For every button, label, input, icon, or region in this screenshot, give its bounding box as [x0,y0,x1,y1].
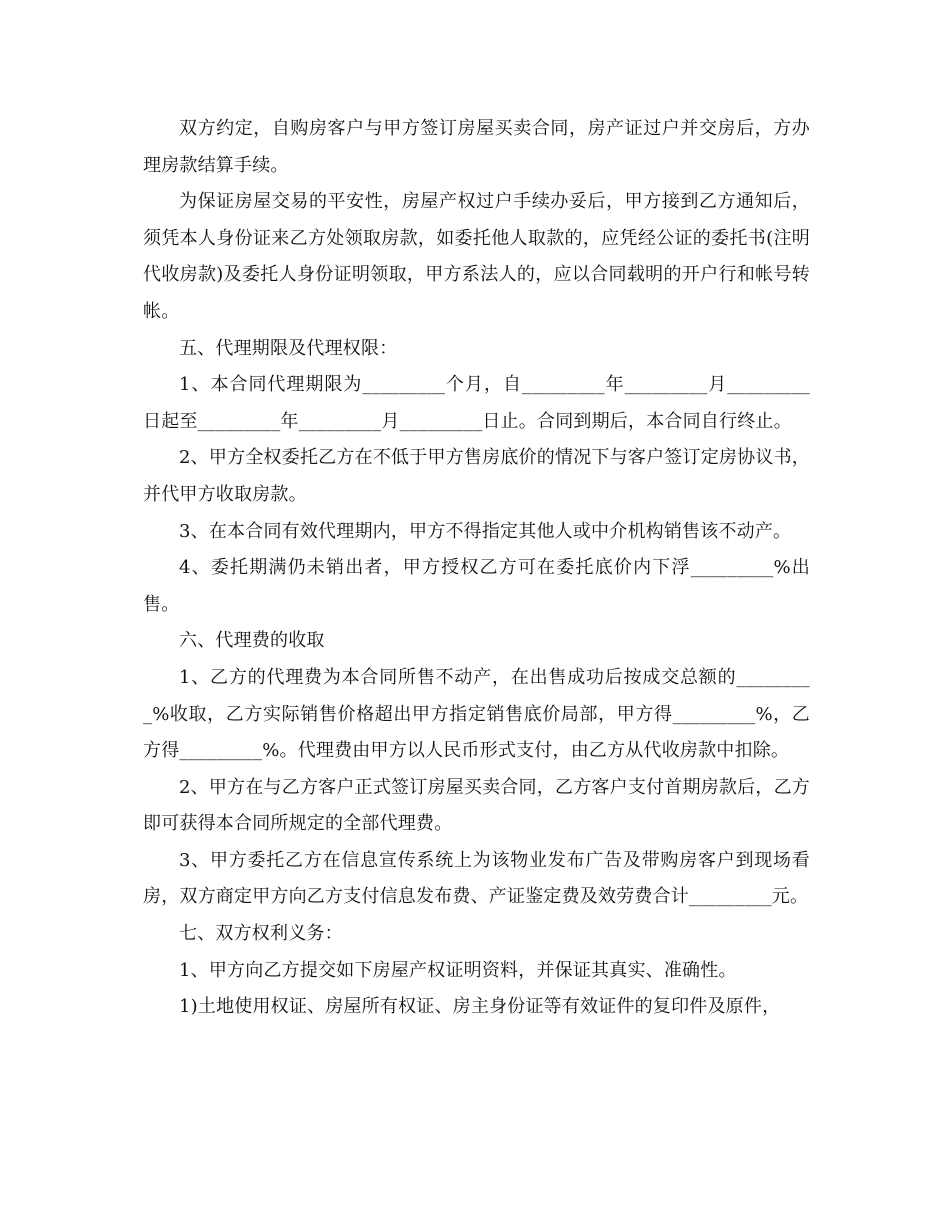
section-heading-rights-obligations: 七、双方权利义务： [179,923,343,945]
clause-5-1-agency-period: 1、本合同代理期限为_________个月，自_________年_________月_________日起至_________年_________月_________日止。合同到期后，本合同自行终止。 [143,374,810,432]
clause-7-1-1-certificates: 1)土地使用权证、房屋所有权证、房主身份证等有效证件的复印件及原件， [179,996,781,1018]
clause-6-2-fee-entitlement: 2、甲方在与乙方客户正式签订房屋买卖合同，乙方客户支付首期房款后，乙方即可获得本合同所规定的全部代理费。 [143,776,810,835]
paragraph-settlement-agreement: 双方约定，自购房客户与甲方签订房屋买卖合同，房产证过户并交房后，方办理房款结算手续。 [143,118,810,176]
section-heading-agency-fee: 六、代理费的收取 [179,630,325,652]
clause-5-2-full-authorization: 2、甲方全权委托乙方在不低于甲方售房底价的情况下与客户签订定房协议书，并代甲方收取房款。 [143,447,810,505]
clause-7-1-documents: 1、甲方向乙方提交如下房屋产权证明资料，并保证其真实、准确性。 [179,959,737,981]
clause-5-4-price-reduction: 4、委托期满仍未销出者，甲方授权乙方可在委托底价内下浮_________%出售。 [143,557,810,615]
paragraph-payment-security: 为保证房屋交易的平安性，房屋产权过户手续办妥后，甲方接到乙方通知后，须凭本人身份证来乙方处领取房款，如委托他人取款的，应凭经公证的委托书(注明代收房款)及委托人身份证明领取，甲方系法人的，应以合同载明的开户行和帐号转帐。 [143,191,810,322]
clause-6-1-fee-rate: 1、乙方的代理费为本合同所售不动产，在出售成功后按成交总额的_________%收取，乙方实际销售价格超出甲方指定销售底价局部，甲方得_________%，乙方得_________%。代理费由甲方以人民币形式支付，由乙方从代收房款中扣除。 [143,666,810,762]
clause-6-3-advertising-fee: 3、甲方委托乙方在信息宣传系统上为该物业发布广告及带购房客户到现场看房，双方商定甲方向乙方支付信息发布费、产证鉴定费及效劳费合计_________元。 [143,849,810,908]
clause-5-3-exclusivity: 3、在本合同有效代理期内，甲方不得指定其他人或中介机构销售该不动产。 [179,520,792,542]
section-heading-agency-term: 五、代理期限及代理权限： [179,337,398,359]
